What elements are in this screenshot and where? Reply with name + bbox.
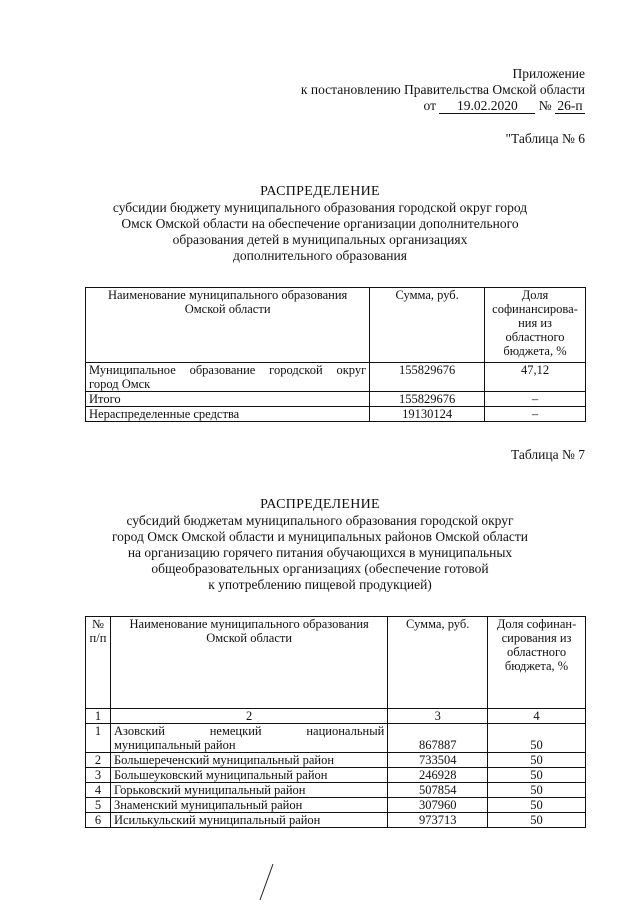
table6-cell-sum: 155829676 (370, 392, 485, 407)
table7-cell-num: 5 (86, 798, 111, 813)
table7-cell-name: Большереченский муниципальный район (110, 753, 387, 768)
table7-cell-sum: 246928 (388, 768, 488, 783)
table7-cell-sum: 867887 (388, 724, 488, 753)
table7-cell-num: 1 (86, 724, 111, 753)
table6-title-block (60, 184, 580, 264)
table7-cell-sum: 733504 (388, 753, 488, 768)
table7-title-block (60, 497, 580, 593)
table7-header-sum: Сумма, руб. (388, 617, 488, 709)
table7-header-row (86, 617, 586, 709)
table-row (86, 363, 586, 392)
table-row (86, 753, 586, 768)
table6-cell-share: – (485, 392, 586, 407)
table7-colnum: 1 (86, 709, 111, 724)
table7-column-numbers-row (86, 709, 586, 724)
table7-cell-num: 2 (86, 753, 111, 768)
table7-cell-num: 3 (86, 768, 111, 783)
table7-header-share: Доля софинан-сирования из областного бюджета, % (488, 617, 586, 709)
appendix-header (301, 66, 585, 114)
table6-cell-name: Муниципальное образование городской округ город Омск (86, 363, 370, 392)
table7-cell-share: 50 (488, 753, 586, 768)
table7-cell-name: Азовский немецкий национальный муниципальный район (110, 724, 387, 753)
table6-cell-name: Нераспределенные средства (86, 407, 370, 422)
number-label: № (538, 98, 552, 113)
table7-cell-name: Исилькульский муниципальный район (110, 813, 387, 828)
table7-subtitle-line: город Омск Омской области и муниципальных районов Омской области (111, 529, 529, 544)
table6-cell-share: – (485, 407, 586, 422)
table-row (86, 798, 586, 813)
table-row (86, 813, 586, 828)
table7-cell-share: 50 (488, 798, 586, 813)
table6 (85, 287, 586, 422)
table6-header-name: Наименование муниципального образования Омской области (86, 288, 370, 363)
table7-subtitle-line: к употреблению пищевой продукцией) (208, 577, 432, 592)
table6-title: РАСПРЕДЕЛЕНИЕ (260, 184, 380, 199)
table7-label: Таблица № 7 (511, 447, 585, 462)
table-row (86, 783, 586, 798)
resolution-number: 26-п (555, 99, 585, 114)
table6-subtitle-line: Омск Омской области на обеспечение организации дополнительного (121, 216, 519, 231)
table7-cell-sum: 307960 (388, 798, 488, 813)
appendix-date-line (301, 98, 585, 114)
table7-cell-share: 50 (488, 724, 586, 753)
table7-cell-num: 6 (86, 813, 111, 828)
table7-header-num: № п/п (86, 617, 111, 709)
from-label: от (423, 98, 436, 113)
table6-cell-sum: 155829676 (370, 363, 485, 392)
table6-cell-name: Итого (86, 392, 370, 407)
table7-colnum: 3 (388, 709, 488, 724)
table7-cell-share: 50 (488, 783, 586, 798)
table6-subtitle-line: образования детей в муниципальных организациях (172, 232, 468, 247)
table7-cell-name: Знаменский муниципальный район (110, 798, 387, 813)
table7-cell-sum: 973713 (388, 813, 488, 828)
table-row (86, 724, 586, 753)
table7-title: РАСПРЕДЕЛЕНИЕ (260, 497, 380, 512)
table-row (86, 407, 586, 422)
table6-cell-sum: 19130124 (370, 407, 485, 422)
appendix-resolution: к постановлению Правительства Омской области (300, 82, 585, 97)
table-row (86, 768, 586, 783)
pen-mark (258, 862, 276, 902)
table7 (85, 616, 586, 828)
table7-header-name: Наименование муниципального образования Омской области (110, 617, 387, 709)
table6-subtitle-line: субсидии бюджету муниципального образования городской округ город (112, 200, 528, 215)
table7-colnum: 2 (110, 709, 387, 724)
table7-cell-name: Горьковский муниципальный район (110, 783, 387, 798)
table7-cell-share: 50 (488, 768, 586, 783)
table6-subtitle-line: дополнительного образования (233, 248, 407, 263)
table6-label: "Таблица № 6 (505, 131, 585, 146)
table6-cell-share: 47,12 (485, 363, 586, 392)
table-row (86, 392, 586, 407)
appendix-title: Приложение (512, 66, 585, 81)
table7-subtitle-line: субсидий бюджетам муниципального образования городской округ (126, 513, 514, 528)
table7-subtitle-line: общеобразовательных организациях (обеспечение готовой (151, 561, 489, 576)
table7-colnum: 4 (488, 709, 586, 724)
table6-header-share: Доля софинансирова-ния из областного бюджета, % (485, 288, 586, 363)
table7-cell-share: 50 (488, 813, 586, 828)
table7-cell-name: Большеуковский муниципальный район (110, 768, 387, 783)
table6-header-sum: Сумма, руб. (370, 288, 485, 363)
resolution-date: 19.02.2020 (439, 99, 535, 114)
table7-cell-sum: 507854 (388, 783, 488, 798)
table7-subtitle-line: на организацию горячего питания обучающихся в муниципальных (127, 545, 513, 560)
table6-header-row (86, 288, 586, 363)
table7-cell-num: 4 (86, 783, 111, 798)
